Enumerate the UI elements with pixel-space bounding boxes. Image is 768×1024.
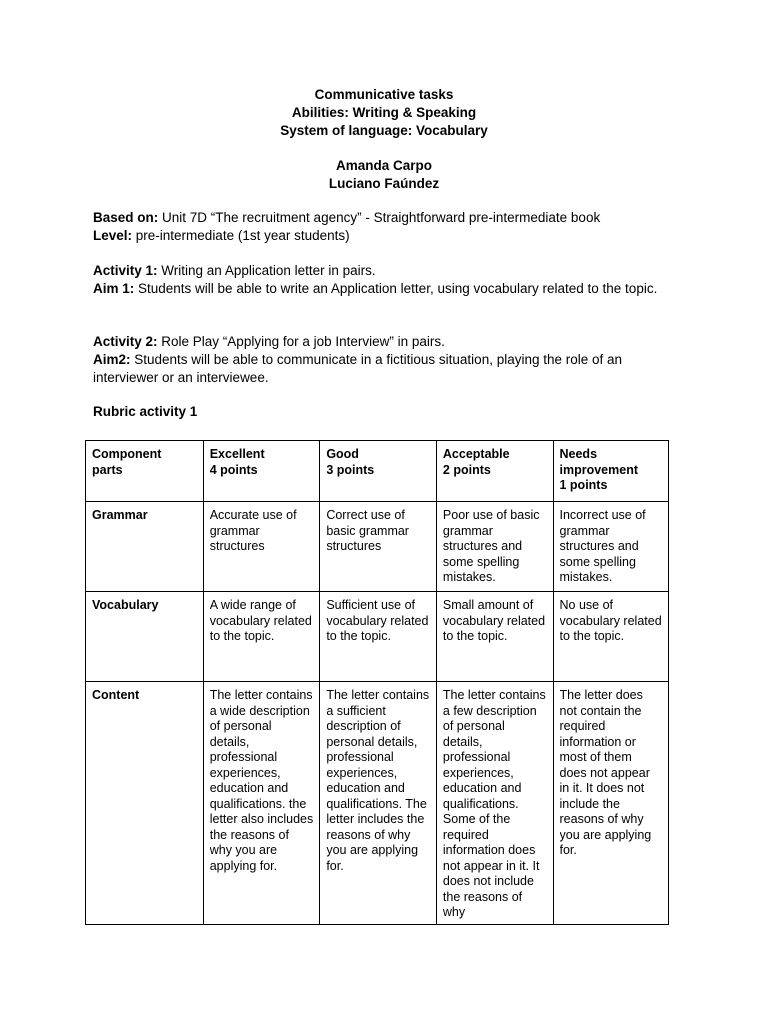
table-cell: No use of vocabulary related to the topic. [553, 592, 669, 682]
system-line: System of language: Vocabulary [280, 123, 488, 138]
activity-1-line: Activity 1: Writing an Application letter in pairs. [93, 263, 376, 278]
level-line: Level: pre-intermediate (1st year students) [93, 228, 350, 243]
activity-1-info [93, 262, 673, 298]
book-info [93, 209, 673, 245]
author-name: Luciano Faúndez [328, 176, 440, 191]
table-cell: A wide range of vocabulary related to the topic. [203, 592, 320, 682]
table-cell: Correct use of basic grammar structures [320, 502, 437, 592]
table-cell: Incorrect use of grammar structures and some spelling mistakes. [553, 502, 669, 592]
activity-2-info [93, 333, 673, 387]
document-header [0, 86, 768, 193]
row-label: Content [86, 682, 204, 925]
rubric-table [85, 440, 669, 925]
rubric-title: Rubric activity 1 [93, 404, 198, 419]
column-header: Excellent 4 points [203, 441, 320, 502]
column-header: Component parts [86, 441, 204, 502]
abilities-line: Abilities: Writing & Speaking [291, 105, 477, 120]
table-cell: Sufficient use of vocabulary related to the topic. [320, 592, 437, 682]
table-cell: Poor use of basic grammar structures and some spelling mistakes. [436, 502, 553, 592]
aim-1-line: Aim 1: Students will be able to write an Application letter, using vocabulary related to the topic. [93, 281, 658, 296]
based-on-line: Based on: Unit 7D “The recruitment agency” - Straightforward pre-intermediate book [93, 210, 601, 225]
table-cell: The letter contains a few description of personal details, professional experiences, education and qualifications. Some of the required information does not appear in it. It does not include the reasons of why [436, 682, 553, 925]
activity-2-line: Activity 2: Role Play “Applying for a job Interview” in pairs. [93, 334, 445, 349]
aim-2-line: Aim2: Students will be able to communicate in a fictitious situation, playing the role of an interviewer or an interviewee. [93, 352, 623, 385]
table-cell: The letter does not contain the required information or most of them does not appear in it. It does not include the reasons of why you are applying for. [553, 682, 669, 925]
document-title: Communicative tasks [314, 87, 454, 102]
column-header: Good 3 points [320, 441, 437, 502]
table-cell: The letter contains a wide description of personal details, professional experiences, education and qualifications. the letter also includes the reasons of why you are applying for. [203, 682, 320, 925]
column-header: Acceptable 2 points [436, 441, 553, 502]
column-header: Needs improvement 1 points [553, 441, 669, 502]
table-row [86, 502, 669, 592]
table-header-row [86, 441, 669, 502]
table-cell: Small amount of vocabulary related to the topic. [436, 592, 553, 682]
table-cell: Accurate use of grammar structures [203, 502, 320, 592]
author-name: Amanda Carpo [335, 158, 433, 173]
row-label: Vocabulary [86, 592, 204, 682]
table-row [86, 682, 669, 925]
row-label: Grammar [86, 502, 204, 592]
table-row [86, 592, 669, 682]
table-cell: The letter contains a sufficient description of personal details, professional experiences, education and qualifications. The letter includes the reasons of why you are applying for. [320, 682, 437, 925]
